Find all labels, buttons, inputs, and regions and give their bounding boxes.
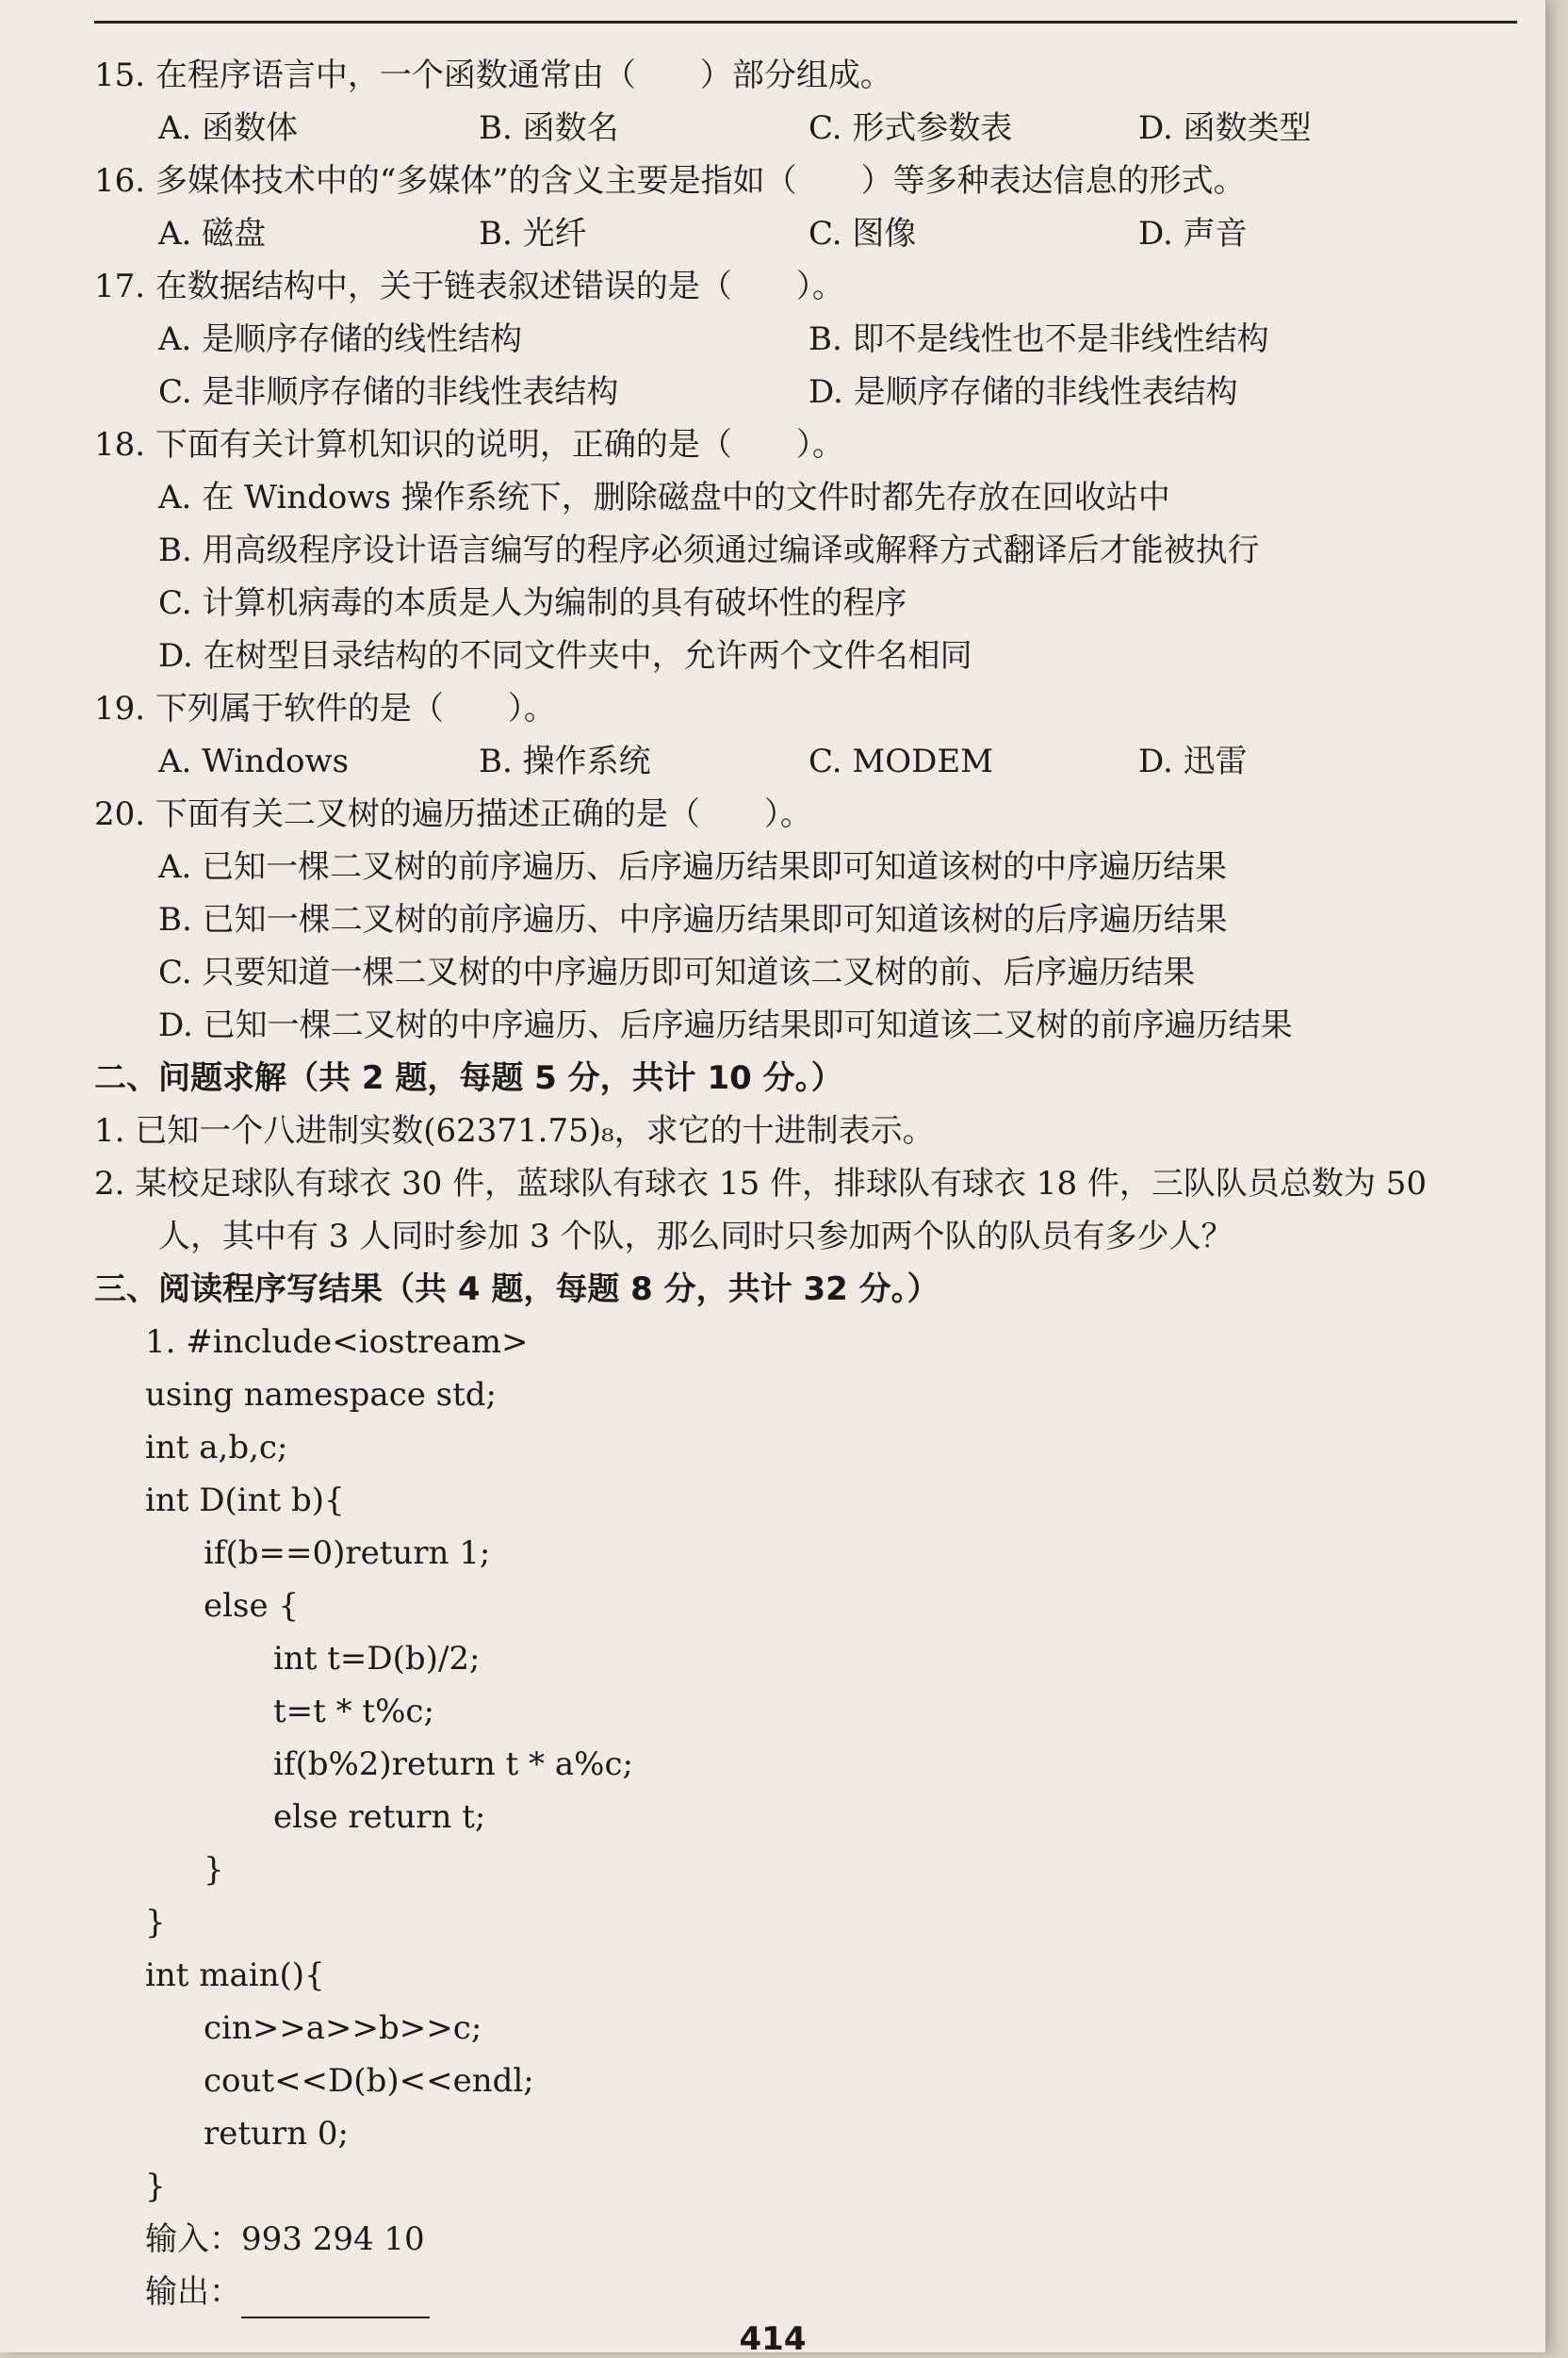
page-number: 414 [739,2320,807,2358]
section-2-title: 二、问题求解（共 2 题，每题 5 分，共计 10 分。） [94,1059,843,1097]
code-line: int t=D(b)/2; [273,1640,481,1678]
question-19-stem: 19. 下列属于软件的是（ ）。 [94,690,556,728]
question-19-options [94,735,1527,788]
option-b: B. 用高级程序设计语言编写的程序必须通过编译或解释方式翻译后才能被执行 [158,532,1260,569]
question-17-options-row1 [94,313,1527,366]
code-line: t=t * t%c; [273,1693,434,1730]
code-line: cout<<D(b)<<endl; [204,2062,534,2100]
question-16-stem: 16. 多媒体技术中的“多媒体”的含义主要是指如（ ）等多种表达信息的形式。 [94,162,1246,200]
question-17-options-row2 [94,366,1527,418]
code-line: int a,b,c; [145,1429,288,1466]
option-d: D. 在树型目录结构的不同文件夹中，允许两个文件名相同 [158,637,972,675]
question-17-stem: 17. 在数据结构中，关于链表叙述错误的是（ ）。 [94,268,844,305]
code-line: if(b==0)return 1; [204,1534,491,1572]
option-b: B. 操作系统 [479,743,651,780]
problem-2-line-2: 人，其中有 3 人同时参加 3 个队，那么同时只参加两个队的队员有多少人？ [158,1218,1233,1255]
code-line: } [145,1904,166,1941]
code-line: if(b%2)return t * a%c; [273,1745,633,1783]
option-a: A. 函数体 [158,109,299,147]
page-content [94,49,1527,2318]
option-c: C. 是非顺序存储的非线性表结构 [158,373,619,411]
code-line: } [145,2168,166,2205]
option-a: A. 磁盘 [158,215,267,253]
code-line: return 0; [204,2115,349,2153]
option-d: D. 已知一棵二叉树的中序遍历、后序遍历结果即可知道该二叉树的前序遍历结果 [158,1007,1293,1044]
problem-1: 1. 已知一个八进制实数(62371.75)₈，求它的十进制表示。 [94,1112,935,1150]
answer-blank [241,2279,430,2318]
code-block [94,1316,1527,2213]
program-output [94,2266,1527,2318]
code-line: int D(int b){ [145,1482,345,1519]
option-d: D. 迅雷 [1138,743,1248,780]
option-c: C. 计算机病毒的本质是人为编制的具有破坏性的程序 [158,584,907,622]
question-18-stem: 18. 下面有关计算机知识的说明，正确的是（ ）。 [94,426,844,464]
code-line: cin>>a>>b>>c; [204,2009,482,2047]
option-c: C. 图像 [808,215,917,253]
question-15-options [94,102,1527,155]
code-line: else { [204,1587,300,1625]
option-a: A. 在 Windows 操作系统下，删除磁盘中的文件时都先存放在回收站中 [158,479,1170,516]
option-d: D. 声音 [1138,215,1248,253]
code-line: int main(){ [145,1957,325,1994]
option-b: B. 已知一棵二叉树的前序遍历、中序遍历结果即可知道该树的后序遍历结果 [158,901,1228,939]
option-a: A. 是顺序存储的线性结构 [158,320,523,358]
option-c: C. MODEM [808,743,993,780]
section-3-title: 三、阅读程序写结果（共 4 题，每题 8 分，共计 32 分。） [94,1270,939,1308]
option-d: D. 函数类型 [1138,109,1312,147]
code-line: 1. #include<iostream> [145,1323,529,1361]
question-15-stem: 15. 在程序语言中，一个函数通常由（ ）部分组成。 [94,57,892,94]
option-b: B. 光纤 [479,215,587,253]
question-20-stem: 20. 下面有关二叉树的遍历描述正确的是（ ）。 [94,795,812,833]
option-a: A. 已知一棵二叉树的前序遍历、后序遍历结果即可知道该树的中序遍历结果 [158,848,1228,886]
code-line: } [204,1851,224,1889]
option-c: C. 只要知道一棵二叉树的中序遍历即可知道该二叉树的前、后序遍历结果 [158,954,1196,991]
code-line: else return t; [273,1798,486,1836]
program-input: 输入：993 294 10 [145,2220,425,2258]
output-label: 输出： [145,2273,241,2311]
option-a: A. Windows [158,743,350,780]
option-c: C. 形式参数表 [808,109,1013,147]
code-line: using namespace std; [145,1376,498,1414]
option-b: B. 即不是线性也不是非线性结构 [808,320,1269,358]
option-b: B. 函数名 [479,109,619,147]
top-rule [94,21,1517,24]
option-d: D. 是顺序存储的非线性表结构 [808,373,1238,411]
question-16-options [94,207,1527,260]
problem-2-line-1: 2. 某校足球队有球衣 30 件，蓝球队有球衣 15 件，排球队有球衣 18 件，三队队员总数为 50 [94,1165,1427,1203]
